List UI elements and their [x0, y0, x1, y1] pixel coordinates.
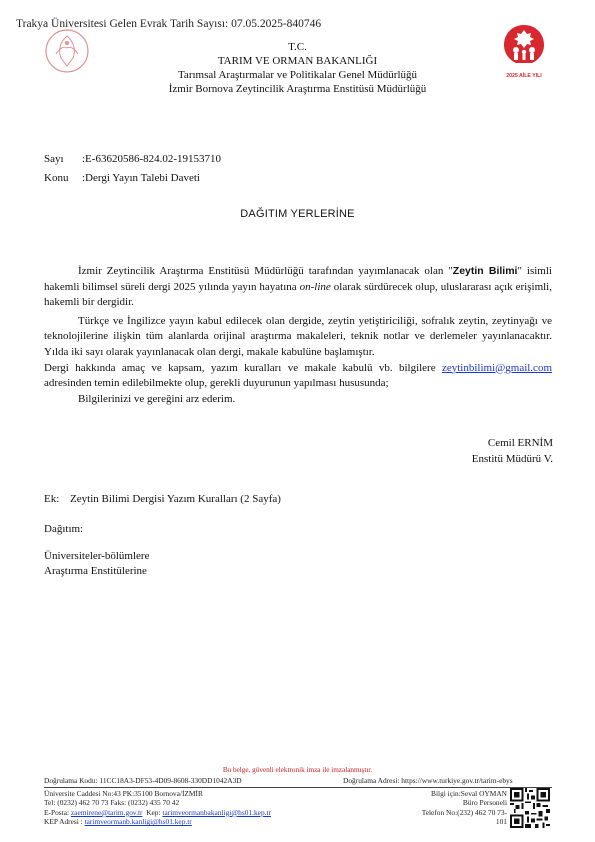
distribution-item: Üniversiteler-bölümlere	[44, 549, 150, 562]
journal-email-link[interactable]: zeytinbilimi@gmail.com	[441, 361, 552, 374]
paragraph-3-text-a: Dergi hakkında amaç ve kapsam, yazım kuralları ve makale kabulü vb. bilgilere	[44, 361, 442, 374]
family-year-emblem-icon	[496, 22, 552, 68]
letterhead-ministry: TARIM VE ORMAN BAKANLIĞI	[217, 55, 378, 67]
footer-phone: Tel: (0232) 462 70 73 Faks: (0232) 435 70 42	[44, 798, 180, 808]
paragraph-2: Türkçe ve İngilizce yayın kabul edilecek olan dergide, zeytin yetiştiriciliği, sofralık zeytin, zeytinyağı ve teknolojilerine ilişkin tüm alanlarda orijinal araştırma makaleleri, teknik notlar ve derlemeler yayınlanacaktır. Yılda iki sayı olarak yayınlanacak olan dergi, makale kabulüne başlamıştır.	[44, 314, 552, 358]
kep-address-label: KEP Adresi :	[44, 817, 85, 827]
contact-extension: 101	[495, 817, 507, 827]
email-label: E-Posta:	[44, 807, 71, 817]
paragraph-3	[44, 361, 552, 392]
paragraph-3-text-b: adresinden temin edilebilmekte olup, gerekli duyurunun yapılması hususunda;	[44, 377, 389, 390]
reference-number	[44, 153, 221, 165]
attachment-label: Ek:	[44, 493, 60, 505]
footer-kep-address-link[interactable]: tarimveormanb.kanligi@hs01.kep.tr	[84, 817, 192, 827]
footer-email-link[interactable]: zaemirene@tarim.gov.tr	[70, 807, 143, 817]
footer-address: Üniversite Caddesi No:43 PK:35100 Bornova/İZMİR	[44, 789, 203, 798]
footer-contact	[44, 789, 271, 827]
letterhead-directorate: Tarımsal Araştırmalar ve Politikalar Genel Müdürlüğü	[177, 69, 418, 81]
addressee-title: DAĞITIM YERLERİNE	[240, 208, 355, 220]
contact-phone: Telefon No:(232) 462 70 73-	[421, 807, 507, 817]
attachment-text: Zeytin Bilimi Dergisi Yazım Kuralları (2 Sayfa)	[70, 493, 281, 505]
kep-label: Kep:	[146, 807, 163, 817]
footer-divider	[44, 787, 552, 788]
footer-email-line	[44, 808, 271, 817]
letterhead-tc: T.C.	[288, 41, 307, 53]
signature-block	[472, 436, 553, 467]
family-year-logo	[496, 22, 552, 80]
distribution-label: Dağıtım:	[44, 523, 84, 535]
paragraph-1-text-b: " isimli hakemli bilimsel süreli dergi 2025 yılında yayın hayatına	[44, 265, 552, 293]
paragraph-1-text-c: olarak sürdürecek olup, uluslararası açık erişimli, hakemli bir dergidir.	[44, 280, 552, 309]
subject-label: Konu	[44, 172, 69, 184]
letter-body	[44, 264, 552, 407]
reference-label: Sayı	[44, 153, 64, 165]
footer-kep-link[interactable]: tarimveormanbakanligi@hs01.kep.tr	[162, 807, 272, 817]
distribution-item: Araştırma Enstitülerine	[44, 565, 147, 577]
paragraph-1-text-a: İzmir Zeytincilik Araştırma Enstitüsü Müdürlüğü tarafından yayımlanacak olan "	[78, 265, 453, 277]
family-year-caption: 2025 AİLE YILI	[506, 73, 542, 79]
e-signature-notice: Bu belge, güvenli elektronik imza ile imzalanmıştır.	[222, 766, 373, 774]
footer-kep-address-line	[44, 817, 271, 826]
signatory-name: Cemil ERNİM	[487, 437, 553, 449]
subject-line	[44, 172, 200, 184]
verification-address: Doğrulama Adresi: https://www.turkiye.gov.tr/tarim-ebys	[343, 776, 513, 785]
reference-value: :E-63620586-824.02-19153710	[82, 153, 222, 165]
letterhead-institute: İzmir Bornova Zeytincilik Araştırma Enstitüsü Müdürlüğü	[168, 83, 427, 95]
footer-contact-person	[422, 789, 507, 827]
paragraph-4: Bilgilerinizi ve gereğini arz ederim.	[78, 392, 236, 405]
distribution-list	[44, 522, 149, 580]
paragraph-1	[44, 264, 552, 311]
journal-name: Zeytin Bilimi	[452, 265, 518, 277]
contact-person: Bilgi için:Seval OYMAN	[431, 789, 507, 798]
signatory-role: Enstitü Müdürü V.	[471, 452, 553, 465]
contact-role: Büro Personeli	[462, 798, 507, 808]
incoming-document-stamp: Trakya Üniversitesi Gelen Evrak Tarih Sayısı: 07.05.2025-840746	[16, 18, 322, 30]
online-term: on-line	[299, 280, 331, 293]
qr-code-icon[interactable]	[510, 788, 550, 828]
attachment-line	[44, 493, 281, 505]
verification-code: Doğrulama Kodu: 11CC18A3-DF53-4D09-8608-330DD1042A3D	[44, 776, 242, 785]
subject-value: :Dergi Yayın Talebi Daveti	[82, 172, 200, 184]
